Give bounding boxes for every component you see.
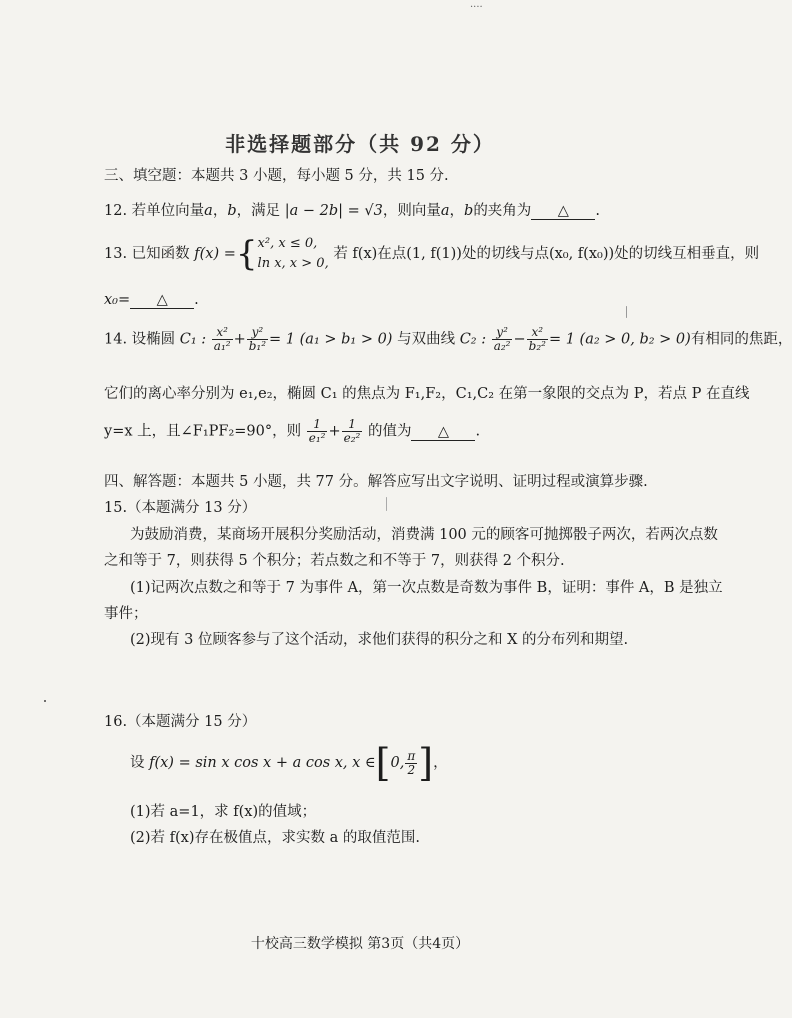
part3-heading: 三、填空题：本题共 3 小题，每小题 5 分，共 15 分. <box>104 168 449 184</box>
q12-end: . <box>595 203 600 219</box>
function-f: f(x) = <box>194 246 236 262</box>
q14-text: 的值为 <box>367 423 412 440</box>
vector-a: a <box>440 203 450 219</box>
case-2: ln x, x > 0, <box>257 256 329 271</box>
denominator: a₁² <box>213 339 231 353</box>
q12-text: ，满足 <box>236 203 281 219</box>
fraction <box>405 750 417 777</box>
q16-end: ， <box>433 755 448 771</box>
question-14 <box>104 326 792 353</box>
q15-paragraph-1: 为鼓励消费，某商场开展积分奖励活动，消费满 100 元的顾客可抛掷骰子两次，若两次点数 <box>130 527 718 543</box>
scan-speck <box>386 497 387 511</box>
minus-sign: − <box>513 331 526 348</box>
q14-text: y=x 上，且∠F₁PF₂=90°，则 <box>104 423 302 440</box>
denominator: b₁² <box>248 339 267 353</box>
case-1: x², x ≤ 0, <box>257 236 318 251</box>
right-bracket-icon: ] <box>418 741 434 785</box>
question-13 <box>104 234 759 274</box>
ellipse-label: C₁ : <box>179 331 207 348</box>
q13-end: . <box>194 292 199 308</box>
piecewise-cases <box>258 234 329 274</box>
numerator: π <box>407 748 416 763</box>
hyperbola-label: C₂ : <box>459 331 487 348</box>
scan-speck <box>626 306 627 318</box>
brace-icon: { <box>235 234 258 274</box>
q16-subquestion-2: (2)若 f(x)存在极值点，求实数 a 的取值范围. <box>130 830 420 846</box>
answer-blank: △ <box>130 292 194 309</box>
q16-text: 设 <box>130 755 145 771</box>
numerator: y² <box>492 326 513 340</box>
denominator: e₂² <box>343 431 361 445</box>
x0-label: x₀= <box>104 292 131 308</box>
plus-sign: + <box>233 331 246 348</box>
interval-left: 0, <box>390 755 405 771</box>
denominator: b₂² <box>528 339 546 353</box>
fraction <box>492 326 513 353</box>
fraction <box>247 326 268 353</box>
q14-number: 14. <box>104 331 128 348</box>
q16-number: 16.（本题满分 15 分） <box>104 714 257 730</box>
q15-subquestion-1: (1)记两次点数之和等于 7 为事件 A，第一次点数是奇数为事件 B，证明：事件 A，B 是独立 <box>130 580 723 596</box>
ellipse-condition: = 1 (a₁ > b₁ > 0) <box>269 331 393 348</box>
numerator: x² <box>212 326 233 340</box>
vector-b: b <box>464 203 474 219</box>
q16-statement <box>130 741 448 785</box>
q15-subquestion-2: (2)现有 3 位顾客参与了这个活动，求他们获得的积分之和 X 的分布列和期望. <box>130 632 629 648</box>
answer-blank: △ <box>411 424 475 441</box>
q12-sep: ， <box>212 203 228 219</box>
q13-number: 13. <box>104 246 128 262</box>
q16-subquestion-1: (1)若 a=1，求 f(x)的值域； <box>130 804 317 820</box>
q12-text: 的夹角为 <box>473 203 532 219</box>
answer-blank: △ <box>531 203 595 220</box>
q14-end: . <box>475 423 481 440</box>
q12-text: ，则向量 <box>382 203 441 219</box>
denominator: 2 <box>407 762 416 777</box>
question-12 <box>104 199 600 220</box>
scan-speck <box>44 700 46 702</box>
q12-sep: ， <box>449 203 465 219</box>
q14-text: 与双曲线 <box>397 331 456 348</box>
numerator: 1 <box>307 418 328 432</box>
q15-paragraph-2: 之和等于 7，则获得 5 个积分；若点数之和不等于 7，则获得 2 个积分. <box>104 553 565 569</box>
q13-answer-line <box>104 292 199 309</box>
vector-b: b <box>227 203 237 219</box>
q13-text: 已知函数 <box>131 246 190 262</box>
part4-heading: 四、解答题：本题共 5 小题，共 77 分。解答应写出文字说明、证明过程或演算步骤. <box>104 474 648 490</box>
q12-expression: |a − 2b| = √3 <box>284 203 383 219</box>
denominator: e₁² <box>308 431 326 445</box>
q13-text: 若 f(x)在点(1, f(1))处的切线与点(x₀, f(x₀))处的切线互相垂直，则 <box>333 246 760 262</box>
page-footer: 十校高三数学模拟 第3页（共4页） <box>250 936 470 952</box>
fraction <box>307 418 328 445</box>
plus-sign: + <box>328 423 341 440</box>
q16-expression: f(x) = sin x cos x + a cos x, x ∈ <box>149 755 376 771</box>
q14-line-3 <box>104 418 480 445</box>
denominator: a₂² <box>493 339 511 353</box>
numerator: 1 <box>342 418 363 432</box>
fraction <box>342 418 363 445</box>
q14-text: 设椭圆 <box>131 331 176 348</box>
hyperbola-condition: = 1 (a₂ > 0, b₂ > 0) <box>548 331 691 348</box>
vector-a: a <box>204 203 213 219</box>
q12-text: 若单位向量 <box>131 203 205 219</box>
q14-text: 有相同的焦距， <box>690 331 792 348</box>
q15-subquestion-1-cont: 事件； <box>104 606 148 622</box>
numerator: y² <box>247 326 268 340</box>
q12-number: 12. <box>104 203 128 219</box>
fraction <box>212 326 233 353</box>
fraction <box>527 326 548 353</box>
section-title: 非选择题部分（共 92 分） <box>225 132 495 156</box>
header-mark: ···· <box>470 2 483 13</box>
left-bracket-icon: [ <box>375 741 391 785</box>
q14-line-2: 它们的离心率分别为 e₁,e₂，椭圆 C₁ 的焦点为 F₁,F₂，C₁,C₂ 在第一象限的交点为 P，若点 P 在直线 <box>104 386 750 402</box>
q15-number: 15.（本题满分 13 分） <box>104 500 257 516</box>
numerator: x² <box>527 326 548 340</box>
